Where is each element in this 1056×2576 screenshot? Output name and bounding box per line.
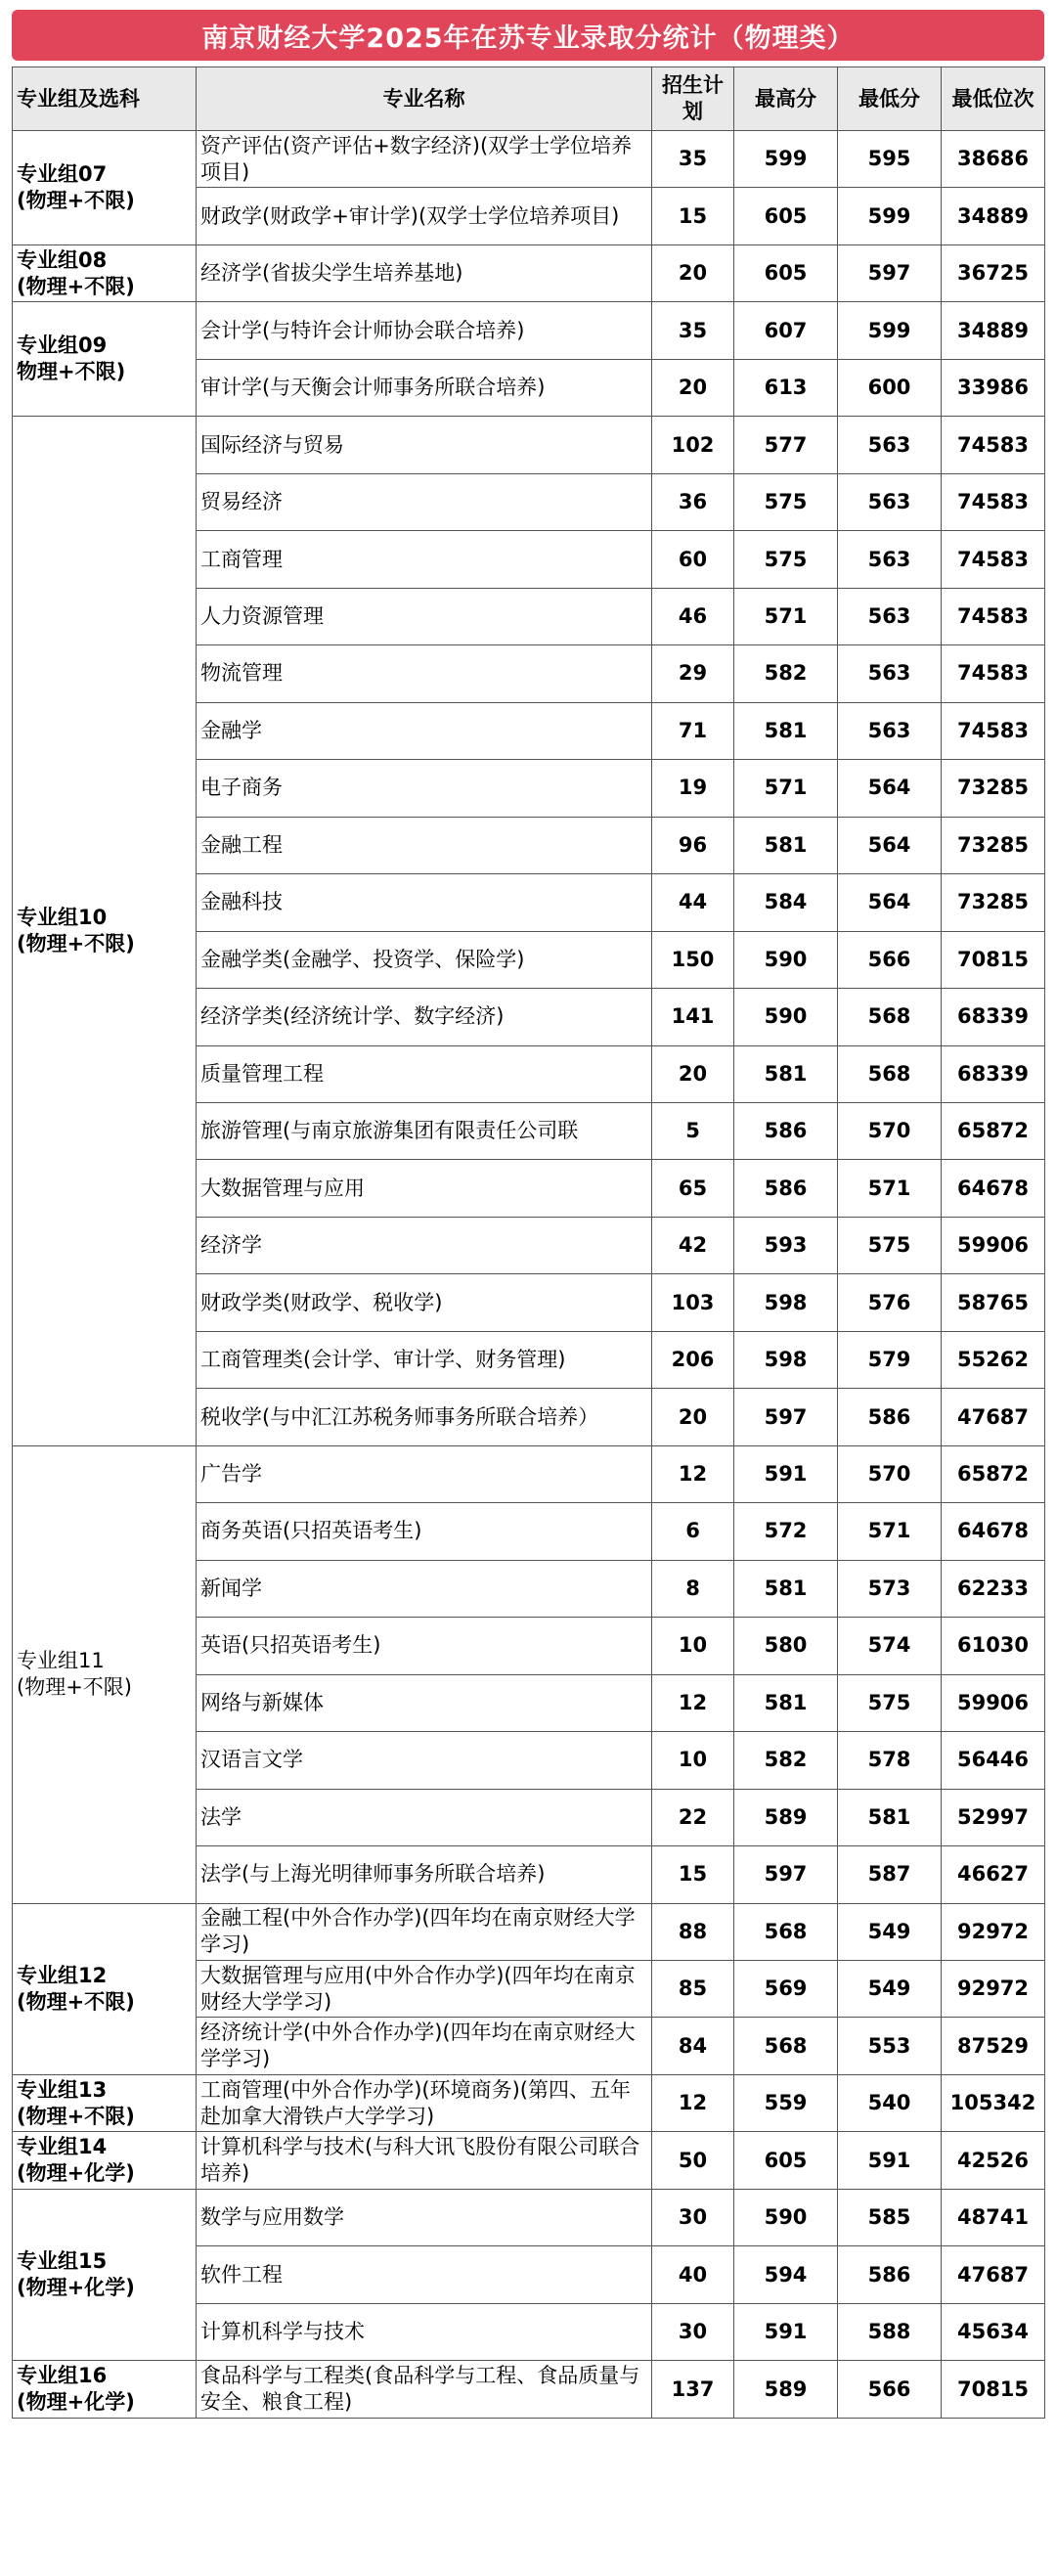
- min-score-cell: 587: [838, 1846, 942, 1903]
- plan-cell: 46: [652, 588, 734, 644]
- plan-cell: 50: [652, 2132, 734, 2189]
- min-rank-cell: 73285: [942, 760, 1045, 817]
- major-cell: 旅游管理(与南京旅游集团有限责任公司联: [197, 1102, 652, 1159]
- min-score-cell: 549: [838, 1961, 942, 2018]
- plan-cell: 5: [652, 1102, 734, 1159]
- min-rank-cell: 73285: [942, 874, 1045, 931]
- min-score-cell: 586: [838, 2246, 942, 2303]
- min-rank-cell: 105342: [942, 2074, 1045, 2131]
- min-rank-cell: 92972: [942, 1903, 1045, 1960]
- table-row: [13, 2074, 1045, 2131]
- major-cell: 网络与新媒体: [197, 1674, 652, 1731]
- min-score-cell: 599: [838, 302, 942, 359]
- max-score-cell: 594: [734, 2246, 838, 2303]
- min-rank-cell: 52997: [942, 1789, 1045, 1845]
- min-score-cell: 553: [838, 2018, 942, 2074]
- plan-cell: 12: [652, 2074, 734, 2131]
- group-name: 专业组09: [17, 333, 108, 358]
- min-score-cell: 575: [838, 1217, 942, 1273]
- max-score-cell: 597: [734, 1389, 838, 1445]
- min-score-cell: 568: [838, 1045, 942, 1102]
- max-score-cell: 590: [734, 931, 838, 988]
- major-cell: 计算机科学与技术: [197, 2303, 652, 2360]
- min-rank-cell: 87529: [942, 2018, 1045, 2074]
- plan-cell: 10: [652, 1618, 734, 1674]
- table-row: [13, 1903, 1045, 1960]
- major-cell: 法学: [197, 1789, 652, 1845]
- major-cell: 广告学: [197, 1445, 652, 1502]
- min-rank-cell: 64678: [942, 1160, 1045, 1217]
- major-cell: 经济学(省拔尖学生培养基地): [197, 244, 652, 301]
- plan-cell: 206: [652, 1331, 734, 1388]
- max-score-cell: 613: [734, 359, 838, 416]
- major-cell: 食品科学与工程类(食品科学与工程、食品质量与安全、粮食工程): [197, 2361, 652, 2418]
- min-score-cell: 574: [838, 1618, 942, 1674]
- plan-cell: 102: [652, 417, 734, 473]
- min-rank-cell: 38686: [942, 131, 1045, 188]
- group-subject: (物理+不限): [17, 1675, 132, 1700]
- min-score-cell: 573: [838, 1560, 942, 1617]
- min-rank-cell: 46627: [942, 1846, 1045, 1903]
- major-cell: 财政学类(财政学、税收学): [197, 1274, 652, 1331]
- max-score-cell: 605: [734, 2132, 838, 2189]
- min-score-cell: 564: [838, 760, 942, 817]
- group-cell: [13, 2132, 197, 2189]
- header-plan: 招生计划: [652, 67, 734, 131]
- plan-cell: 20: [652, 1389, 734, 1445]
- min-score-cell: 563: [838, 702, 942, 759]
- plan-cell: 65: [652, 1160, 734, 1217]
- max-score-cell: 572: [734, 1503, 838, 1560]
- group-subject: 物理+不限): [17, 360, 126, 384]
- max-score-cell: 582: [734, 645, 838, 702]
- major-cell: 质量管理工程: [197, 1045, 652, 1102]
- major-cell: 工商管理(中外合作办学)(环境商务)(第四、五年赴加拿大滑铁卢大学学习): [197, 2074, 652, 2131]
- max-score-cell: 580: [734, 1618, 838, 1674]
- major-cell: 金融工程: [197, 817, 652, 873]
- max-score-cell: 581: [734, 1674, 838, 1731]
- min-rank-cell: 74583: [942, 702, 1045, 759]
- plan-cell: 30: [652, 2189, 734, 2245]
- plan-cell: 19: [652, 760, 734, 817]
- min-rank-cell: 70815: [942, 931, 1045, 988]
- min-rank-cell: 70815: [942, 2361, 1045, 2418]
- plan-cell: 20: [652, 244, 734, 301]
- max-score-cell: 581: [734, 1560, 838, 1617]
- major-cell: 法学(与上海光明律师事务所联合培养): [197, 1846, 652, 1903]
- min-score-cell: 563: [838, 531, 942, 588]
- min-rank-cell: 65872: [942, 1445, 1045, 1502]
- major-cell: 经济学类(经济统计学、数字经济): [197, 989, 652, 1045]
- group-subject: (物理+化学): [17, 2276, 135, 2300]
- min-score-cell: 591: [838, 2132, 942, 2189]
- max-score-cell: 605: [734, 188, 838, 244]
- plan-cell: 29: [652, 645, 734, 702]
- min-rank-cell: 65872: [942, 1102, 1045, 1159]
- plan-cell: 30: [652, 2303, 734, 2360]
- group-subject: (物理+不限): [17, 2104, 135, 2128]
- major-cell: 计算机科学与技术(与科大讯飞股份有限公司联合培养): [197, 2132, 652, 2189]
- major-cell: 金融科技: [197, 874, 652, 931]
- max-score-cell: 593: [734, 1217, 838, 1273]
- plan-cell: 44: [652, 874, 734, 931]
- max-score-cell: 568: [734, 2018, 838, 2074]
- plan-cell: 85: [652, 1961, 734, 2018]
- max-score-cell: 586: [734, 1160, 838, 1217]
- max-score-cell: 581: [734, 702, 838, 759]
- major-cell: 金融学类(金融学、投资学、保险学): [197, 931, 652, 988]
- min-score-cell: 563: [838, 417, 942, 473]
- min-rank-cell: 36725: [942, 244, 1045, 301]
- min-score-cell: 581: [838, 1789, 942, 1845]
- max-score-cell: 597: [734, 1846, 838, 1903]
- min-rank-cell: 55262: [942, 1331, 1045, 1388]
- header-max-score: 最高分: [734, 67, 838, 131]
- major-cell: 大数据管理与应用: [197, 1160, 652, 1217]
- group-subject: (物理+不限): [17, 932, 135, 956]
- min-score-cell: 564: [838, 817, 942, 873]
- table-row: [13, 2132, 1045, 2189]
- group-subject: (物理+不限): [17, 274, 135, 298]
- min-rank-cell: 48741: [942, 2189, 1045, 2245]
- plan-cell: 40: [652, 2246, 734, 2303]
- min-score-cell: 597: [838, 244, 942, 301]
- plan-cell: 60: [652, 531, 734, 588]
- min-score-cell: 599: [838, 188, 942, 244]
- max-score-cell: 598: [734, 1331, 838, 1388]
- max-score-cell: 569: [734, 1961, 838, 2018]
- max-score-cell: 591: [734, 2303, 838, 2360]
- group-name: 专业组11: [17, 1649, 105, 1673]
- min-score-cell: 566: [838, 931, 942, 988]
- min-rank-cell: 47687: [942, 1389, 1045, 1445]
- min-score-cell: 600: [838, 359, 942, 416]
- min-rank-cell: 58765: [942, 1274, 1045, 1331]
- plan-cell: 88: [652, 1903, 734, 1960]
- min-score-cell: 575: [838, 1674, 942, 1731]
- table-row: [13, 302, 1045, 359]
- min-score-cell: 563: [838, 588, 942, 644]
- max-score-cell: 581: [734, 1045, 838, 1102]
- plan-cell: 141: [652, 989, 734, 1045]
- table-header-row: [13, 67, 1045, 131]
- header-min-score: 最低分: [838, 67, 942, 131]
- major-cell: 财政学(财政学+审计学)(双学士学位培养项目): [197, 188, 652, 244]
- max-score-cell: 577: [734, 417, 838, 473]
- group-name: 专业组14: [17, 2135, 108, 2159]
- min-rank-cell: 92972: [942, 1961, 1045, 2018]
- group-name: 专业组15: [17, 2249, 108, 2274]
- min-rank-cell: 56446: [942, 1732, 1045, 1789]
- min-score-cell: 570: [838, 1445, 942, 1502]
- major-cell: 工商管理类(会计学、审计学、财务管理): [197, 1331, 652, 1388]
- major-cell: 人力资源管理: [197, 588, 652, 644]
- min-score-cell: 568: [838, 989, 942, 1045]
- table-row: [13, 2361, 1045, 2418]
- major-cell: 金融工程(中外合作办学)(四年均在南京财经大学学习): [197, 1903, 652, 1960]
- plan-cell: 42: [652, 1217, 734, 1273]
- plan-cell: 35: [652, 131, 734, 188]
- major-cell: 汉语言文学: [197, 1732, 652, 1789]
- group-name: 专业组16: [17, 2364, 108, 2388]
- min-score-cell: 566: [838, 2361, 942, 2418]
- min-score-cell: 576: [838, 1274, 942, 1331]
- major-cell: 工商管理: [197, 531, 652, 588]
- min-score-cell: 564: [838, 874, 942, 931]
- header-major: 专业名称: [197, 67, 652, 131]
- min-score-cell: 586: [838, 1389, 942, 1445]
- major-cell: 经济统计学(中外合作办学)(四年均在南京财经大学学习): [197, 2018, 652, 2074]
- plan-cell: 150: [652, 931, 734, 988]
- max-score-cell: 582: [734, 1732, 838, 1789]
- major-cell: 电子商务: [197, 760, 652, 817]
- max-score-cell: 581: [734, 817, 838, 873]
- min-score-cell: 549: [838, 1903, 942, 1960]
- major-cell: 大数据管理与应用(中外合作办学)(四年均在南京财经大学学习): [197, 1961, 652, 2018]
- max-score-cell: 559: [734, 2074, 838, 2131]
- major-cell: 审计学(与天衡会计师事务所联合培养): [197, 359, 652, 416]
- min-rank-cell: 59906: [942, 1674, 1045, 1731]
- plan-cell: 8: [652, 1560, 734, 1617]
- min-rank-cell: 64678: [942, 1503, 1045, 1560]
- major-cell: 资产评估(资产评估+数字经济)(双学士学位培养项目): [197, 131, 652, 188]
- major-cell: 金融学: [197, 702, 652, 759]
- table-row: [13, 1445, 1045, 1502]
- major-cell: 税收学(与中汇江苏税务师事务所联合培养）: [197, 1389, 652, 1445]
- max-score-cell: 589: [734, 2361, 838, 2418]
- major-cell: 国际经济与贸易: [197, 417, 652, 473]
- major-cell: 物流管理: [197, 645, 652, 702]
- group-name: 专业组10: [17, 906, 108, 930]
- plan-cell: 6: [652, 1503, 734, 1560]
- group-cell: [13, 417, 197, 1445]
- min-rank-cell: 74583: [942, 588, 1045, 644]
- plan-cell: 35: [652, 302, 734, 359]
- plan-cell: 20: [652, 359, 734, 416]
- max-score-cell: 575: [734, 473, 838, 530]
- major-cell: 经济学: [197, 1217, 652, 1273]
- plan-cell: 15: [652, 1846, 734, 1903]
- min-rank-cell: 68339: [942, 1045, 1045, 1102]
- major-cell: 商务英语(只招英语考生): [197, 1503, 652, 1560]
- table-row: [13, 417, 1045, 473]
- plan-cell: 22: [652, 1789, 734, 1845]
- min-rank-cell: 68339: [942, 989, 1045, 1045]
- plan-cell: 84: [652, 2018, 734, 2074]
- min-rank-cell: 47687: [942, 2246, 1045, 2303]
- max-score-cell: 589: [734, 1789, 838, 1845]
- min-rank-cell: 74583: [942, 531, 1045, 588]
- max-score-cell: 568: [734, 1903, 838, 1960]
- group-cell: [13, 244, 197, 301]
- max-score-cell: 607: [734, 302, 838, 359]
- group-name: 专业组13: [17, 2077, 108, 2102]
- min-score-cell: 571: [838, 1503, 942, 1560]
- major-cell: 贸易经济: [197, 473, 652, 530]
- group-name: 专业组08: [17, 247, 108, 272]
- max-score-cell: 584: [734, 874, 838, 931]
- group-cell: [13, 131, 197, 245]
- min-score-cell: 571: [838, 1160, 942, 1217]
- min-rank-cell: 33986: [942, 359, 1045, 416]
- group-name: 专业组12: [17, 1963, 108, 1987]
- max-score-cell: 586: [734, 1102, 838, 1159]
- group-name: 专业组07: [17, 161, 108, 186]
- min-rank-cell: 74583: [942, 473, 1045, 530]
- page-title: 南京财经大学2025年在苏专业录取分统计（物理类）: [12, 10, 1044, 61]
- major-cell: 软件工程: [197, 2246, 652, 2303]
- min-score-cell: 595: [838, 131, 942, 188]
- min-rank-cell: 59906: [942, 1217, 1045, 1273]
- plan-cell: 103: [652, 1274, 734, 1331]
- min-rank-cell: 74583: [942, 417, 1045, 473]
- min-rank-cell: 62233: [942, 1560, 1045, 1617]
- min-score-cell: 540: [838, 2074, 942, 2131]
- max-score-cell: 590: [734, 989, 838, 1045]
- table-row: [13, 2189, 1045, 2245]
- plan-cell: 10: [652, 1732, 734, 1789]
- table-row: [13, 131, 1045, 188]
- plan-cell: 137: [652, 2361, 734, 2418]
- plan-cell: 36: [652, 473, 734, 530]
- max-score-cell: 605: [734, 244, 838, 301]
- plan-cell: 71: [652, 702, 734, 759]
- group-cell: [13, 2074, 197, 2131]
- admission-score-table: [12, 67, 1045, 2419]
- group-cell: [13, 2189, 197, 2360]
- min-score-cell: 579: [838, 1331, 942, 1388]
- min-rank-cell: 34889: [942, 302, 1045, 359]
- group-subject: (物理+化学): [17, 2390, 135, 2415]
- group-cell: [13, 302, 197, 417]
- min-rank-cell: 45634: [942, 2303, 1045, 2360]
- major-cell: 新闻学: [197, 1560, 652, 1617]
- max-score-cell: 571: [734, 588, 838, 644]
- group-subject: (物理+不限): [17, 1989, 135, 2014]
- group-cell: [13, 1903, 197, 2074]
- table-body: [13, 131, 1045, 2419]
- max-score-cell: 591: [734, 1445, 838, 1502]
- max-score-cell: 590: [734, 2189, 838, 2245]
- header-min-rank: 最低位次: [942, 67, 1045, 131]
- min-score-cell: 570: [838, 1102, 942, 1159]
- plan-cell: 96: [652, 817, 734, 873]
- plan-cell: 12: [652, 1674, 734, 1731]
- plan-cell: 12: [652, 1445, 734, 1502]
- min-rank-cell: 34889: [942, 188, 1045, 244]
- min-score-cell: 563: [838, 473, 942, 530]
- min-rank-cell: 74583: [942, 645, 1045, 702]
- min-rank-cell: 73285: [942, 817, 1045, 873]
- major-cell: 数学与应用数学: [197, 2189, 652, 2245]
- plan-cell: 15: [652, 188, 734, 244]
- min-score-cell: 578: [838, 1732, 942, 1789]
- min-rank-cell: 61030: [942, 1618, 1045, 1674]
- major-cell: 英语(只招英语考生): [197, 1618, 652, 1674]
- table-row: [13, 244, 1045, 301]
- min-score-cell: 588: [838, 2303, 942, 2360]
- plan-cell: 20: [652, 1045, 734, 1102]
- min-score-cell: 585: [838, 2189, 942, 2245]
- max-score-cell: 599: [734, 131, 838, 188]
- min-score-cell: 563: [838, 645, 942, 702]
- header-group: 专业组及选科: [13, 67, 197, 131]
- group-subject: (物理+化学): [17, 2161, 135, 2186]
- major-cell: 会计学(与特许会计师协会联合培养): [197, 302, 652, 359]
- max-score-cell: 571: [734, 760, 838, 817]
- min-rank-cell: 42526: [942, 2132, 1045, 2189]
- max-score-cell: 598: [734, 1274, 838, 1331]
- group-subject: (物理+不限): [17, 188, 135, 212]
- group-cell: [13, 1445, 197, 1903]
- max-score-cell: 575: [734, 531, 838, 588]
- group-cell: [13, 2361, 197, 2418]
